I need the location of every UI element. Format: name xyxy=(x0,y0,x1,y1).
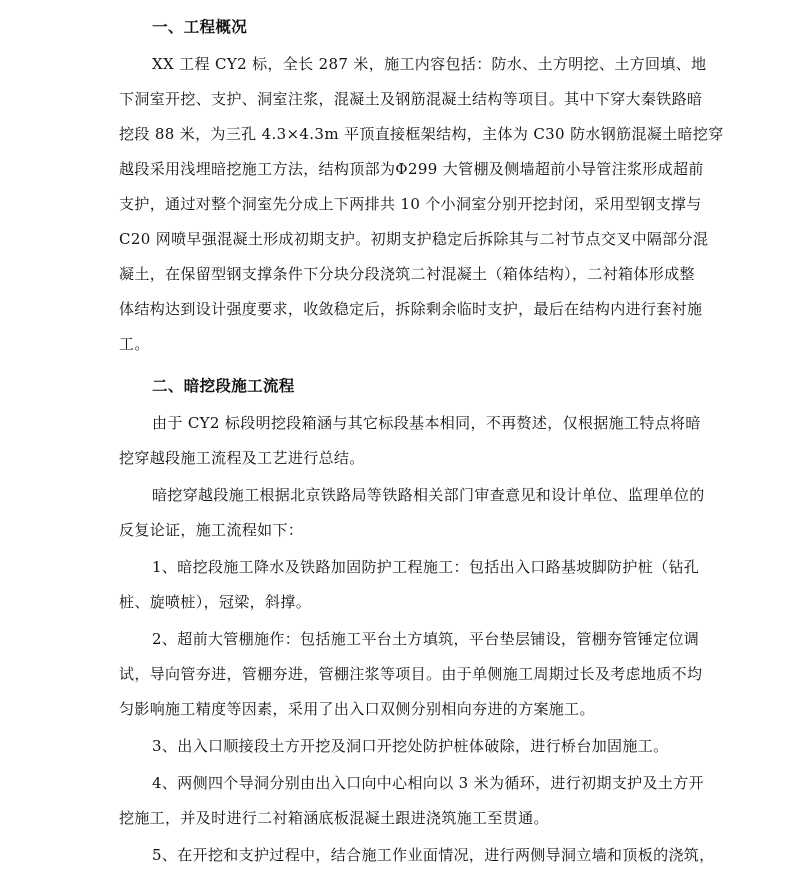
paragraph-line: 反复论证，施工流程如下： xyxy=(119,521,304,539)
paragraph-line: 暗挖穿越段施工根据北京铁路局等铁路相关部门审查意见和设计单位、监理单位的 xyxy=(152,486,705,504)
list-item-line: 4、两侧四个导洞分别由出入口向中心相向以 3 米为循环，进行初期支护及土方开 xyxy=(152,774,704,792)
paragraph-line: 挖段 88 米，为三孔 4.3×4.3m 平顶直接框架结构，主体为 C30 防水钢筋混凝土暗挖穿 xyxy=(119,125,724,143)
paragraph-line: 由于 CY2 标段明挖段箱涵与其它标段基本相同，不再赘述，仅根据施工特点将暗 xyxy=(152,414,701,432)
paragraph-line: 下洞室开挖、支护、洞室注浆，混凝土及钢筋混凝土结构等项目。其中下穿大秦铁路暗 xyxy=(119,90,703,108)
paragraph-line: C20 网喷早强混凝土形成初期支护。初期支护稳定后拆除其与二衬节点交叉中隔部分混 xyxy=(119,230,709,248)
list-item-line: 1、暗挖段施工降水及铁路加固防护工程施工：包括出入口路基坡脚防护桩（钻孔 xyxy=(152,558,700,576)
paragraph-line: XX 工程 CY2 标，全长 287 米，施工内容包括：防水、土方明挖、土方回填、地 xyxy=(152,55,707,73)
list-item-line: 2、超前大管棚施作：包括施工平台土方填筑，平台垫层铺设，管棚夯管锤定位调 xyxy=(152,630,700,648)
paragraph-line: 挖穿越段施工流程及工艺进行总结。 xyxy=(119,449,365,467)
paragraph-line: 凝土，在保留型钢支撑条件下分块分段浇筑二衬混凝土（箱体结构），二衬箱体形成整 xyxy=(119,265,695,283)
list-item-line: 匀影响施工精度等因素，采用了出入口双侧分别相向夯进的方案施工。 xyxy=(119,700,595,718)
list-item-line: 挖施工，并及时进行二衬箱涵底板混凝土跟进浇筑施工至贯通。 xyxy=(119,809,549,827)
paragraph-line: 工。 xyxy=(119,335,150,353)
section-heading-process: 二、暗挖段施工流程 xyxy=(152,376,295,395)
section-heading-overview: 一、工程概况 xyxy=(152,17,248,36)
paragraph-line: 越段采用浅埋暗挖施工方法，结构顶部为Φ299 大管棚及侧墙超前小导管注浆形成超前 xyxy=(119,160,704,178)
list-item-line: 5、在开挖和支护过程中，结合施工作业面情况，进行两侧导洞立墙和顶板的浇筑， xyxy=(152,846,715,864)
paragraph-line: 支护，通过对整个洞室先分成上下两排共 10 个小洞室分别开挖封闭，采用型钢支撑与 xyxy=(119,195,702,213)
list-item-line: 桩、旋喷桩），冠梁，斜撑。 xyxy=(119,593,312,611)
paragraph-line: 体结构达到设计强度要求，收敛稳定后，拆除剩余临时支护，最后在结构内进行套衬施 xyxy=(119,300,703,318)
list-item-line: 3、出入口顺接段土方开挖及洞口开挖处防护桩体破除，进行桥台加固施工。 xyxy=(152,737,669,755)
list-item-line: 试，导向管夯进，管棚夯进，管棚注浆等项目。由于单侧施工周期过长及考虑地质不均 xyxy=(119,665,703,683)
